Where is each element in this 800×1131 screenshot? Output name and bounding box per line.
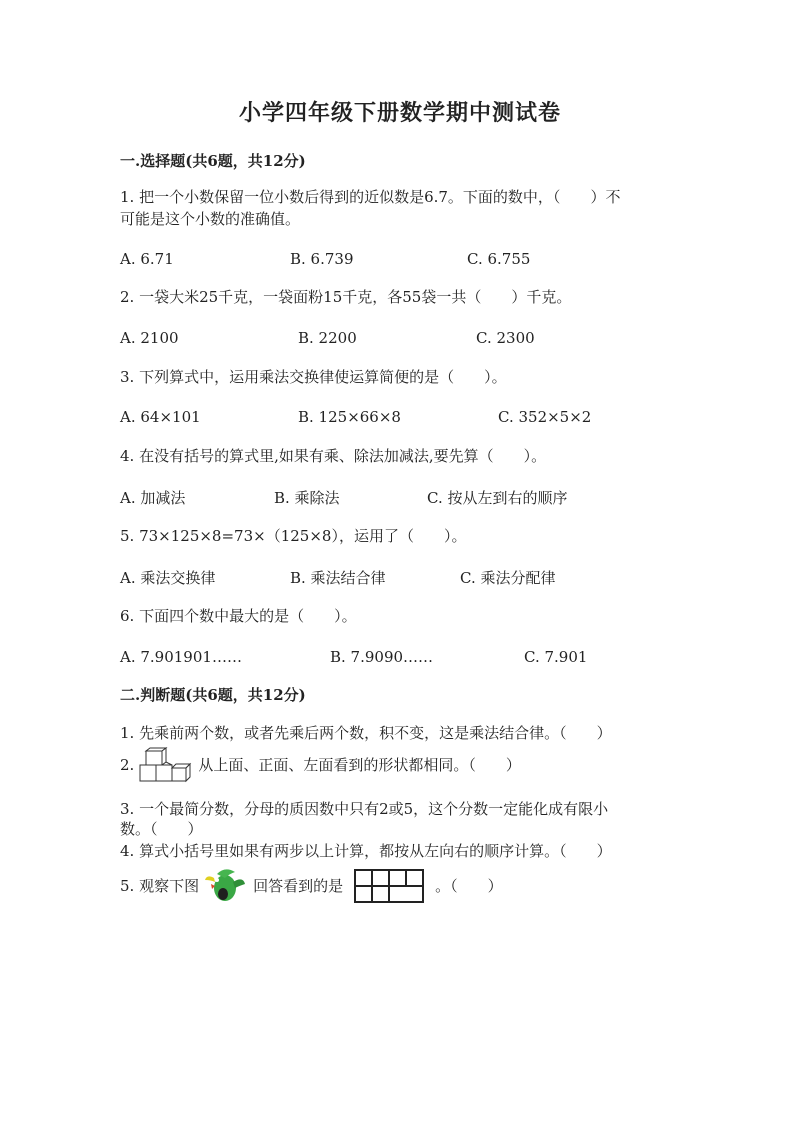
- q2-option-c: C. 2300: [476, 329, 535, 347]
- q1-option-c: C. 6.755: [467, 250, 531, 268]
- q3-option-b: B. 125×66×8: [298, 408, 401, 426]
- q4-text: 4. 在没有括号的算式里,如果有乘、除法加减法,要先算（ ）。: [120, 447, 547, 465]
- judge-q5-text-b: 回答看到的是: [253, 877, 344, 895]
- q2-option-a: A. 2100: [120, 329, 179, 347]
- section-2-heading: 二.判断题(共6题，共12分): [120, 686, 306, 704]
- q3-option-c: C. 352×5×2: [498, 408, 592, 426]
- q5-option-b: B. 乘法结合律: [290, 569, 386, 587]
- q1-option-a: A. 6.71: [120, 250, 174, 268]
- q2-text: 2. 一袋大米25千克，一袋面粉15千克，各55袋一共（ ）千克。: [120, 288, 572, 306]
- judge-q1: 1. 先乘前两个数，或者先乘后两个数，积不变，这是乘法结合律。（ ）: [120, 724, 612, 742]
- judge-q5-text-c: 。（ ）: [435, 877, 503, 895]
- judge-q4: 4. 算式小括号里如果有两步以上计算，都按从左向右的顺序计算。（ ）: [120, 842, 612, 860]
- q4-option-c: C. 按从左到右的顺序: [427, 489, 568, 507]
- q5-text: 5. 73×125×8=73×（125×8），运用了（ ）。: [120, 527, 467, 545]
- judge-q2: [120, 746, 521, 784]
- q4-option-a: A. 加减法: [120, 489, 186, 507]
- judge-q3-line2: 数。（ ）: [120, 820, 203, 838]
- q5-option-a: A. 乘法交换律: [120, 569, 216, 587]
- judge-q2-text: 从上面、正面、左面看到的形状都相同。（ ）: [198, 756, 521, 774]
- q3-text: 3. 下列算式中，运用乘法交换律使运算简便的是（ ）。: [120, 368, 507, 386]
- cube-stack-figure: [138, 746, 192, 784]
- q1-line1: 1. 把一个小数保留一位小数后得到的近似数是6.7。下面的数中，（ ）不: [120, 188, 621, 206]
- q3-option-a: A. 64×101: [120, 408, 201, 426]
- q2-option-b: B. 2200: [298, 329, 357, 347]
- judge-q2-number: 2.: [120, 756, 135, 774]
- q6-option-b: B. 7.9090……: [330, 648, 434, 666]
- section-1-heading: 一.选择题(共6题，共12分): [120, 152, 306, 170]
- q1-line2: 可能是这个小数的准确值。: [120, 210, 301, 228]
- q5-option-c: C. 乘法分配律: [460, 569, 556, 587]
- view-grid-figure: [353, 868, 425, 904]
- q4-option-b: B. 乘除法: [274, 489, 340, 507]
- judge-q5: [120, 866, 503, 906]
- q6-option-c: C. 7.901: [524, 648, 588, 666]
- judge-q3-line1: 3. 一个最简分数，分母的质因数中只有2或5，这个分数一定能化成有限小: [120, 800, 609, 818]
- judge-q5-text-a: 5. 观察下图: [120, 877, 200, 895]
- page-title: 小学四年级下册数学期中测试卷: [238, 100, 561, 126]
- parrot-icon: [203, 866, 247, 906]
- q6-text: 6. 下面四个数中最大的是（ ）。: [120, 607, 357, 625]
- q1-option-b: B. 6.739: [290, 250, 354, 268]
- q6-option-a: A. 7.901901……: [120, 648, 242, 666]
